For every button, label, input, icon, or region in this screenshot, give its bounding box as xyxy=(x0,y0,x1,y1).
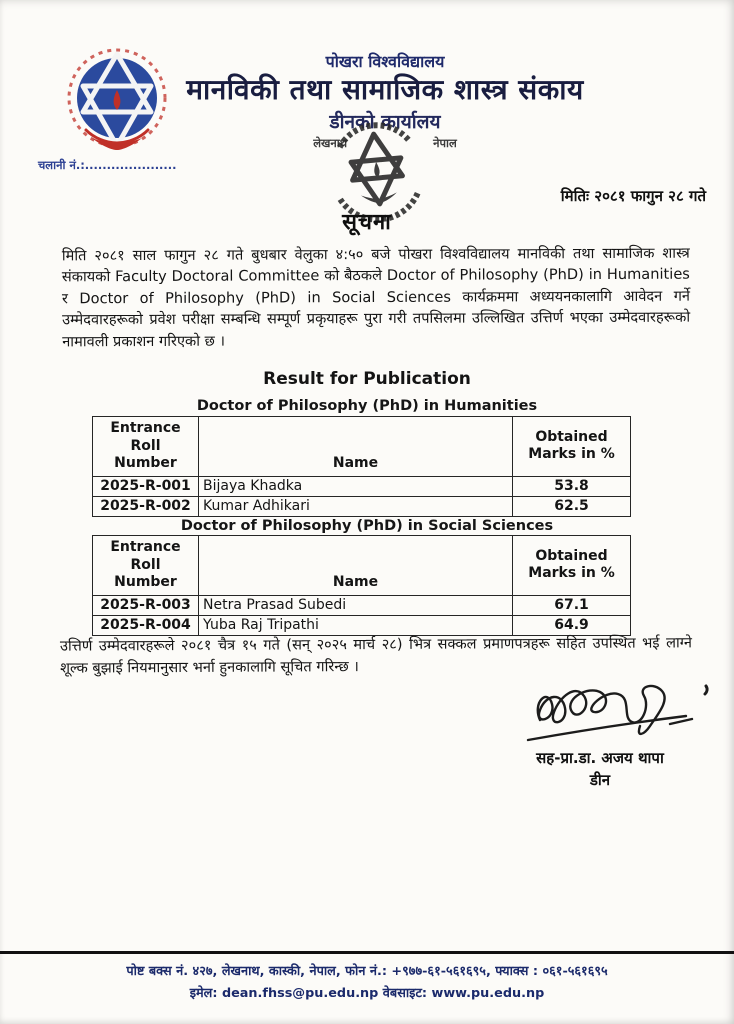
table-row xyxy=(93,476,631,496)
email-address: dean.fhss@pu.edu.np xyxy=(221,986,379,1001)
social-sciences-table-title: Doctor of Philosophy (PhD) in Social Sciences xyxy=(180,518,554,534)
website-label: वेबसाइट: xyxy=(382,986,428,1001)
candidate-name-cell: Bijaya Khadka xyxy=(199,476,513,496)
notice-date: मितिः २०८१ फागुन २८ गते xyxy=(560,187,706,205)
dispatch-number-label: चलानी नं.:..................... xyxy=(38,158,177,172)
col-header-name: Name xyxy=(199,417,513,477)
humanities-result-table xyxy=(92,416,631,517)
roll-number-cell: 2025-R-003 xyxy=(93,595,199,615)
notice-title: सूचना xyxy=(342,210,392,235)
closing-paragraph: उत्तिर्ण उम्मेदवारहरूले २०८१ चैत्र १५ गते (सन् २०२५ मार्च २८) भित्र सक्कल प्रमाणपत्रहरू सहित उपस्थित भई लाग्ने शूल्क बुझाई नियमानुसार भर्ना हुनकालागि सूचित गरिन्छ । xyxy=(59,634,692,677)
email-label: इमेल: xyxy=(189,986,218,1001)
col-header-roll: Entrance Roll Number xyxy=(93,536,199,596)
table-row xyxy=(93,615,631,635)
faculty-name: मानविकी तथा सामाजिक शास्त्र संकाय xyxy=(186,73,584,106)
col-header-roll: Entrance Roll Number xyxy=(93,417,199,477)
humanities-table-title: Doctor of Philosophy (PhD) in Humanities xyxy=(196,398,538,414)
marks-cell: 62.5 xyxy=(513,496,631,516)
signatory-title: डीन xyxy=(589,771,611,789)
roll-number-cell: 2025-R-004 xyxy=(93,615,199,635)
signatory-name: सह-प्रा.डा. अजय थापा xyxy=(536,749,664,767)
footer-web-line xyxy=(0,983,734,1001)
footer-contact-line: पोष्ट बक्स नं. ४२७, लेखनाथ, कास्की, नेपाल, फोन नं.: +९७७-६१-५६१६९५, फ्याक्स : ०६१-५६१६९५ xyxy=(126,964,608,979)
notice-body-paragraph: मिति २०८१ साल फागुन २८ गते बुधबार वेलुका ४:५० बजे पोखरा विश्वविद्यालय मानविकी तथा सामाजिक शास्त्र संकायको Faculty Doctoral Committee को बैठकले Doctor of Philosophy (PhD) in Humanities र Doctor of Philosophy (PhD) in Social Sciences कार्यक्रममा अध्ययनकालागि आवेदन गर्ने उम्मेदवारहरूको प्रवेश परीक्षा सम्बन्धि सम्पूर्ण प्रकृयाहरू पुरा गरी तपसिलमा उल्लिखित उत्तिर्ण भएका उम्मेदवारहरूको नामावली प्रकाशन गरिएको छ । xyxy=(61,244,691,351)
office-name: डीनको कार्यालय xyxy=(329,111,441,133)
address-left: लेखनाथ xyxy=(313,136,348,150)
roll-number-cell: 2025-R-001 xyxy=(93,476,199,496)
marks-cell: 53.8 xyxy=(513,476,631,496)
dean-signature xyxy=(518,668,718,752)
candidate-name-cell: Kumar Adhikari xyxy=(199,496,513,516)
col-header-marks: Obtained Marks in % xyxy=(513,536,631,596)
signature-scribble xyxy=(518,668,718,752)
marks-cell: 64.9 xyxy=(513,615,631,635)
candidate-name-cell: Netra Prasad Subedi xyxy=(199,595,513,615)
candidate-name-cell: Yuba Raj Tripathi xyxy=(199,615,513,635)
address-right: नेपाल xyxy=(433,136,457,150)
table-row xyxy=(93,496,631,516)
col-header-marks: Obtained Marks in % xyxy=(513,417,631,477)
result-publication-heading: Result for Publication xyxy=(263,369,471,389)
footer-divider xyxy=(0,951,734,954)
table-header-row xyxy=(93,417,631,477)
marks-cell: 67.1 xyxy=(513,595,631,615)
table-header-row xyxy=(93,536,631,596)
table-row xyxy=(93,595,631,615)
roll-number-cell: 2025-R-002 xyxy=(93,496,199,516)
col-header-name: Name xyxy=(199,536,513,596)
social-sciences-result-table xyxy=(92,535,631,636)
university-name: पोखरा विश्वविद्यालय xyxy=(325,52,445,71)
website-url: www.pu.edu.np xyxy=(431,986,545,1001)
